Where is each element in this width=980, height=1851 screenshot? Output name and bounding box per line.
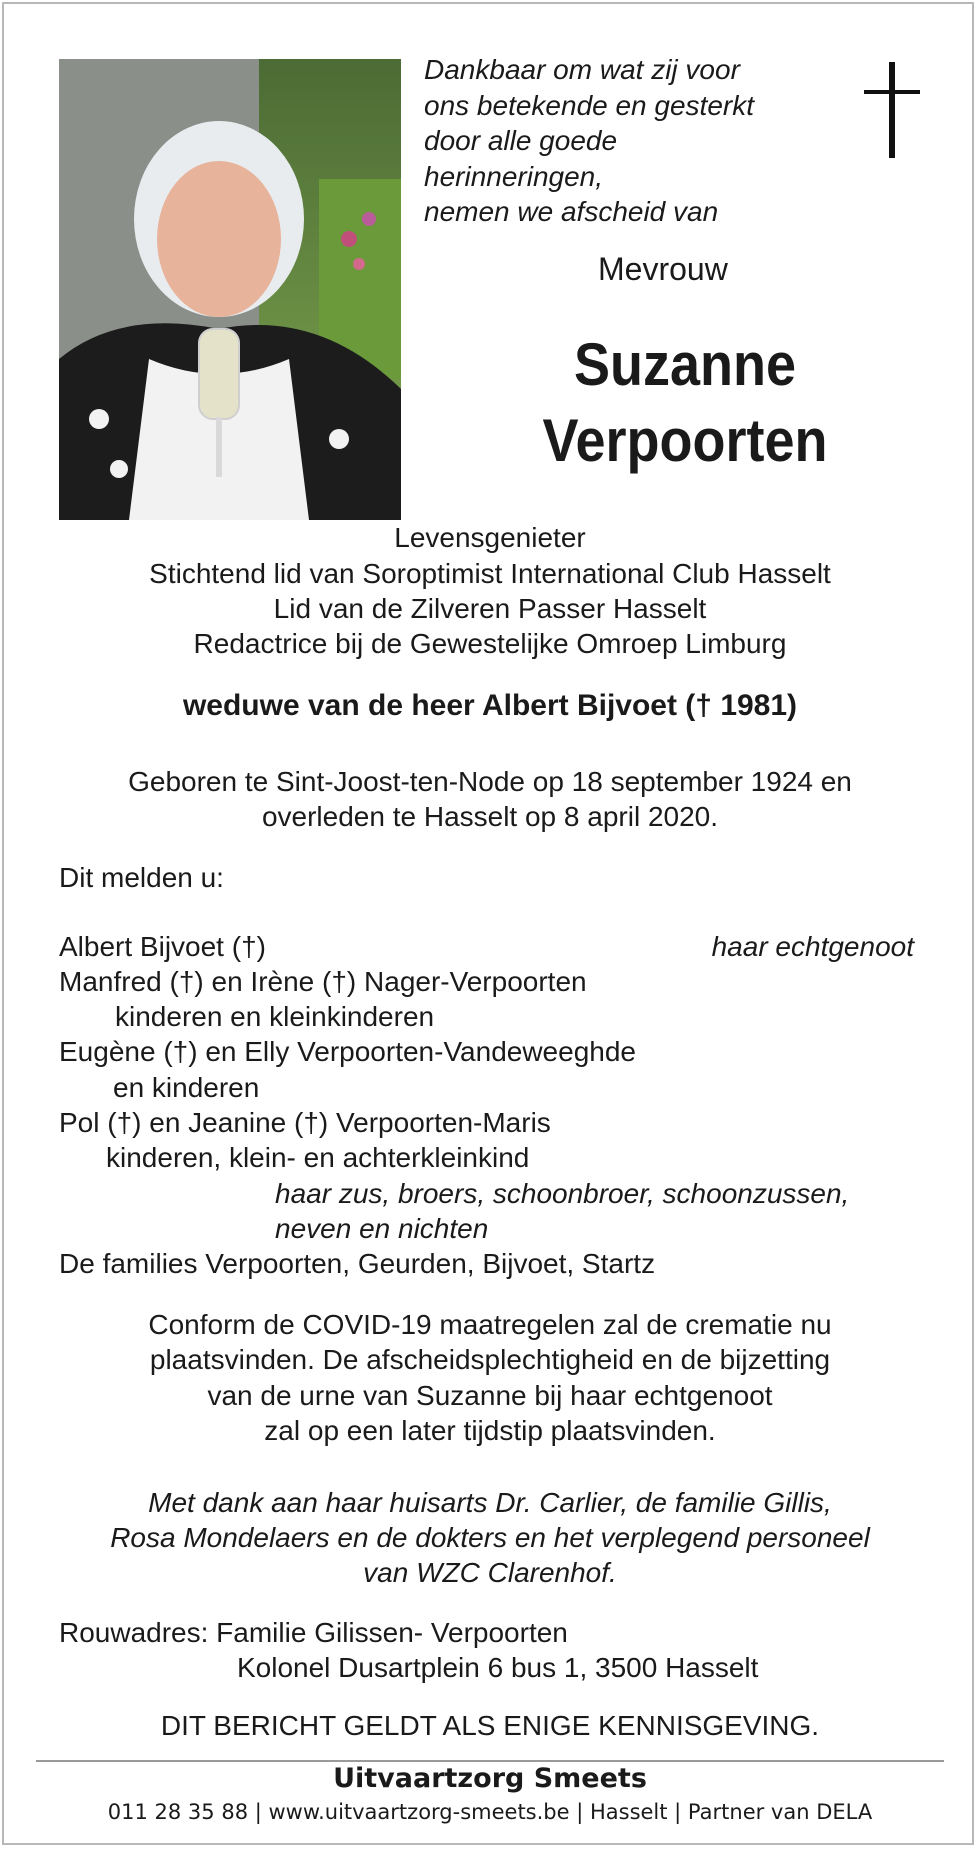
- siblings-line: haar zus, broers, schoonbroer, schoonzussen,: [275, 1178, 850, 1209]
- covid-line: zal op een later tijdstip plaatsvinden.: [264, 1415, 716, 1446]
- birth-death-line: overleden te Hasselt op 8 april 2020.: [261, 801, 719, 832]
- funeral-company-name: Uitvaartzorg Smeets: [333, 1763, 647, 1794]
- widow-of: weduwe van de heer Albert Bijvoet († 1981): [182, 689, 798, 722]
- family-line: kinderen en kleinkinderen: [115, 1001, 435, 1032]
- announce: Dit melden u:: [59, 862, 224, 893]
- family-line: Pol (†) en Jeanine (†) Verpoorten-Maris: [59, 1107, 551, 1138]
- role-line: Redactrice bij de Gewestelijke Omroep Limburg: [193, 628, 787, 659]
- birth-death-line: Geboren te Sint-Joost-ten-Node op 18 september 1924 en: [128, 766, 852, 797]
- intro-line: door alle goede: [424, 125, 618, 156]
- role-line: Levensgenieter: [394, 522, 586, 553]
- family-line: Manfred (†) en Irène (†) Nager-Verpoorten: [59, 966, 587, 997]
- address-line: Rouwadres: Familie Gilissen- Verpoorten: [59, 1617, 568, 1648]
- family-line: en kinderen: [113, 1072, 260, 1103]
- cross-icon: [864, 62, 920, 158]
- salutation: Mevrouw: [598, 251, 728, 287]
- notice: DIT BERICHT GELDT ALS ENIGE KENNISGEVING.: [160, 1710, 820, 1741]
- address-line: Kolonel Dusartplein 6 bus 1, 3500 Hasselt: [237, 1652, 759, 1683]
- intro-text: [424, 52, 824, 230]
- covid-line: plaatsvinden. De afscheidsplechtigheid en de bijzetting: [149, 1344, 831, 1375]
- role-line: Lid van de Zilveren Passer Hasselt: [273, 593, 707, 624]
- thanks-line: Met dank aan haar huisarts Dr. Carlier, de familie Gillis,: [148, 1487, 832, 1518]
- deceased-last-name: Verpoorten: [542, 407, 828, 474]
- families-line: De families Verpoorten, Geurden, Bijvoet, Startz: [59, 1248, 656, 1279]
- covid-line: van de urne van Suzanne bij haar echtgenoot: [207, 1380, 773, 1411]
- spouse-relation: haar echtgenoot: [711, 931, 914, 962]
- thanks-line: van WZC Clarenhof.: [363, 1557, 617, 1588]
- family-line: Eugène (†) en Elly Verpoorten-Vandeweeghde: [59, 1036, 636, 1067]
- intro-line: nemen we afscheid van: [424, 196, 719, 227]
- funeral-company-contact: 011 28 35 88 | www.uitvaartzorg-smeets.be | Hasselt | Partner van DELA: [107, 1800, 873, 1824]
- role-line: Stichtend lid van Soroptimist International Club Hasselt: [149, 558, 831, 589]
- siblings-line: neven en nichten: [275, 1213, 489, 1244]
- deceased-first-name: Suzanne: [573, 331, 797, 398]
- intro-line: herinneringen,: [424, 160, 604, 192]
- family-line: kinderen, klein- en achterkleinkind: [106, 1142, 530, 1173]
- intro-line: Dankbaar om wat zij voor: [424, 54, 740, 85]
- spouse-name: Albert Bijvoet (†): [59, 931, 266, 962]
- thanks-line: Rosa Mondelaers en de dokters en het verplegend personeel: [110, 1522, 870, 1553]
- portrait-photo: [59, 59, 401, 520]
- covid-line: Conform de COVID-19 maatregelen zal de crematie nu: [148, 1309, 832, 1340]
- intro-line: ons betekende en gesterkt: [424, 89, 755, 121]
